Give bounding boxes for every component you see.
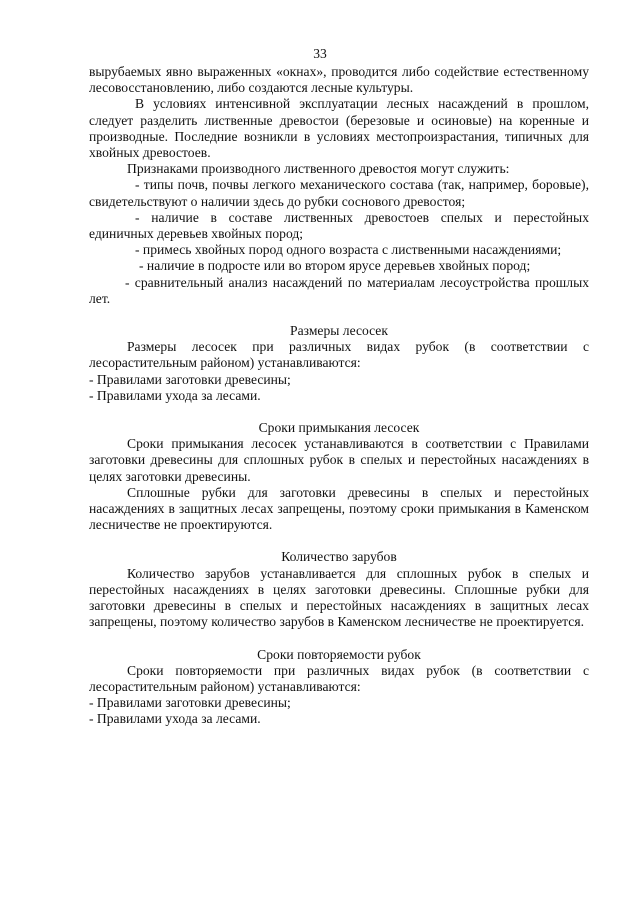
paragraph: В условиях интенсивной эксплуатации лесных насаждений в прошлом, следует разделить лиственные древостои (березовые и осиновые) на коренные и производные. Последние возникли в условиях местопроизрастания, типичных для хвойных древостоев.: [89, 96, 589, 161]
list-item: - примесь хвойных пород одного возраста с лиственными насаждениями;: [135, 242, 562, 258]
section-heading: Сроки примыкания лесосек: [258, 420, 420, 436]
page-number: 33: [313, 46, 327, 61]
section-heading: Количество зарубов: [281, 549, 397, 565]
list-item: - Правилами заготовки древесины;: [89, 695, 291, 711]
list-item: - наличие в составе лиственных древостоев спелых и перестойных единичных деревьев хвойных пород;: [89, 209, 589, 242]
paragraph: Сроки повторяемости при различных видах рубок (в соответствии с лесорастительным районом) устанавливаются:: [89, 662, 589, 694]
section-heading: Сроки повторяемости рубок: [257, 646, 421, 662]
paragraph: вырубаемых явно выраженных «окнах», проводится либо содействие естественному лесовосстановлению, либо создаются лесные культуры.: [89, 64, 589, 96]
paragraph: Размеры лесосек при различных видах рубок (в соответствии с лесорастительным районом) устанавливаются:: [89, 339, 589, 371]
paragraph: Сроки примыкания лесосек устанавливаются в соответствии с Правилами заготовки древесины для сплошных рубок в спелых и перестойных насаждениях в целях заготовки древесины.: [89, 436, 589, 484]
list-item: - Правилами ухода за лесами.: [89, 387, 261, 403]
section-heading: Размеры лесосек: [290, 323, 388, 339]
paragraph: Признаками производного лиственного древостоя могут служить:: [127, 161, 510, 177]
page-content: [89, 64, 589, 728]
list-item: - Правилами ухода за лесами.: [89, 711, 261, 727]
list-item: - Правилами заготовки древесины;: [89, 371, 291, 387]
list-item: - типы почв, почвы легкого механического состава (так, например, боровые), свидетельствуют о наличии здесь до рубки соснового древостоя;: [89, 177, 589, 209]
paragraph: Сплошные рубки для заготовки древесины в спелых и перестойных насаждениях в защитных лесах запрещены, поэтому сроки примыкания в Каменском лесничестве не проектируются.: [89, 484, 589, 533]
paragraph: Количество зарубов устанавливается для сплошных рубок в спелых и перестойных насаждениях в целях заготовки древесины. Сплошные рубки для заготовки древесины в спелых и перестойных насаждениях в защитных лесах запрещены, поэтому количество зарубов в Каменском лесничестве не проектируется.: [89, 565, 589, 630]
list-item: - сравнительный анализ насаждений по материалам лесоустройства прошлых лет.: [89, 274, 589, 306]
list-item: - наличие в подросте или во втором ярусе деревьев хвойных пород;: [139, 258, 531, 274]
